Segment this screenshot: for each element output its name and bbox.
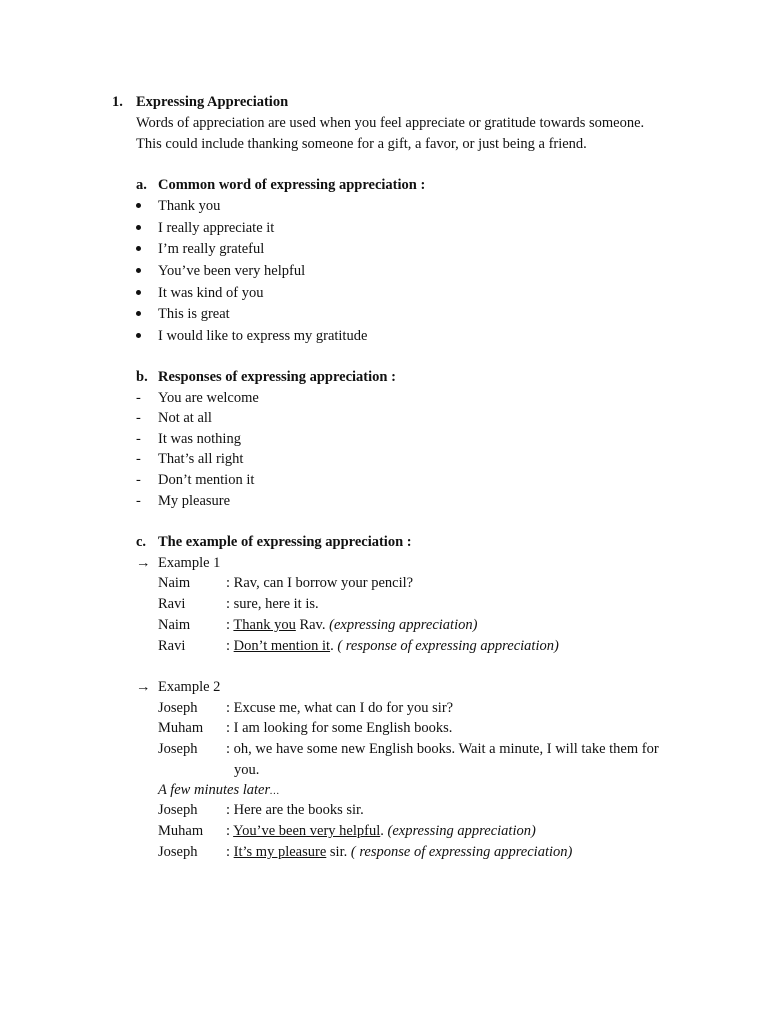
bullet-icon (136, 203, 141, 208)
bullet-icon (136, 311, 141, 316)
arrow-right-icon: → (136, 679, 151, 695)
dialogue-speaker: Naim (158, 575, 191, 591)
dialogue-speaker: Joseph (158, 802, 198, 818)
dialogue-speaker: Naim (158, 617, 191, 633)
dialogue-speaker: Muham (158, 720, 204, 736)
dialogue-line: : Excuse me, what can I do for you sir? (226, 700, 454, 716)
part-b-label: b. (136, 369, 148, 385)
intro-line-1: Words of appreciation are used when you feel appreciate or gratitude towards someone. (136, 115, 645, 131)
list-item: I really appreciate it (158, 220, 275, 236)
part-c-heading: The example of expressing appreciation : (158, 534, 412, 550)
dialogue-speaker: Joseph (158, 741, 198, 757)
part-b-heading: Responses of expressing appreciation : (158, 369, 396, 385)
dash-marker: - (136, 451, 141, 467)
annotation-note: (expressing appreciation) (329, 617, 478, 633)
dialogue-line: : Rav, can I borrow your pencil? (226, 575, 414, 591)
dialogue-line: : It’s my pleasure sir. ( response of expressing appreciation) (226, 844, 573, 860)
example-title: Example 2 (158, 679, 221, 695)
list-item: My pleasure (158, 493, 231, 509)
dash-marker: - (136, 410, 141, 426)
bullet-icon (136, 225, 141, 230)
section-title: Expressing Appreciation (136, 94, 289, 110)
bullet-icon (136, 333, 141, 338)
annotation-note: (expressing appreciation) (387, 823, 536, 839)
list-item: This is great (158, 306, 230, 322)
dialogue-speaker: Joseph (158, 844, 198, 860)
stage-direction: A few minutes later… (158, 782, 280, 798)
part-c-label: c. (136, 534, 147, 550)
dialogue-line: : Here are the books sir. (226, 802, 364, 818)
part-a-heading: Common word of expressing appreciation : (158, 177, 426, 193)
highlighted-expression: It’s my pleasure (233, 844, 327, 860)
dialogue-speaker: Muham (158, 823, 204, 839)
list-item: You’ve been very helpful (158, 263, 306, 279)
bullet-icon (136, 246, 141, 251)
dialogue-line: : Don’t mention it. ( response of expressing appreciation) (226, 638, 559, 654)
bullet-icon (136, 268, 141, 273)
list-item: That’s all right (158, 451, 244, 467)
part-a-label: a. (136, 177, 147, 193)
dash-marker: - (136, 390, 141, 406)
bullet-icon (136, 290, 141, 295)
list-item: You are welcome (158, 390, 259, 406)
dash-marker: - (136, 472, 141, 488)
dialogue-speaker: Ravi (158, 596, 186, 612)
list-item: Don’t mention it (158, 472, 255, 488)
highlighted-expression: Thank you (233, 617, 296, 633)
intro-line-2: This could include thanking someone for a gift, a favor, or just being a friend. (136, 136, 587, 152)
dialogue-line: : oh, we have some new English books. Wait a minute, I will take them for (226, 741, 659, 757)
list-item: It was nothing (158, 431, 241, 447)
dialogue-speaker: Joseph (158, 700, 198, 716)
dialogue-line: : I am looking for some English books. (226, 720, 453, 736)
dash-marker: - (136, 493, 141, 509)
list-item: Thank you (158, 198, 221, 214)
arrow-right-icon: → (136, 555, 151, 571)
dialogue-speaker: Ravi (158, 638, 186, 654)
list-item: I would like to express my gratitude (158, 328, 368, 344)
dialogue-line: : You’ve been very helpful. (expressing appreciation) (226, 823, 536, 839)
list-item: I’m really grateful (158, 241, 265, 257)
dialogue-line: : sure, here it is. (226, 596, 319, 612)
annotation-note: ( response of expressing appreciation) (350, 844, 573, 860)
example-title: Example 1 (158, 555, 221, 571)
list-item: It was kind of you (158, 285, 264, 301)
list-item: Not at all (158, 410, 212, 426)
highlighted-expression: You’ve been very helpful (233, 823, 381, 839)
section-number: 1. (112, 94, 123, 110)
highlighted-expression: Don’t mention it (233, 638, 331, 654)
dialogue-line: : Thank you Rav. (expressing appreciation) (226, 617, 478, 633)
annotation-note: ( response of expressing appreciation) (337, 638, 559, 654)
dialogue-continuation: you. (234, 762, 260, 778)
dash-marker: - (136, 431, 141, 447)
